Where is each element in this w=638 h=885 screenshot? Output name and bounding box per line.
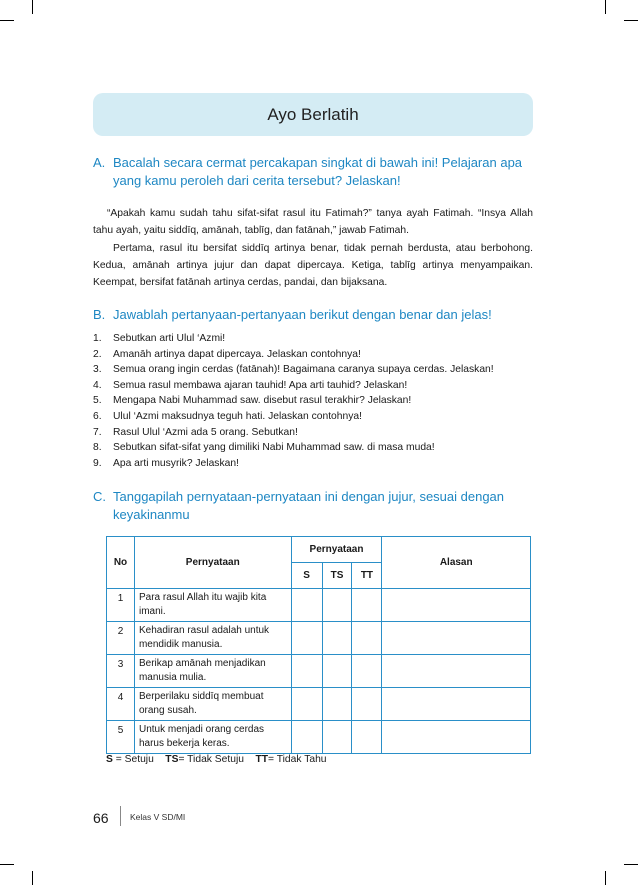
list-item: [93, 347, 533, 363]
column-header-no: No: [107, 537, 135, 589]
column-header-statement: Pernyataan: [134, 537, 291, 589]
question-number: 7.: [93, 426, 102, 438]
legend-ts-key: TS: [165, 754, 179, 765]
passage-paragraph-2: Pertama, rasul itu bersifat siddīq artinya benar, tidak pernah berdusta, atau berbohong. Kedua, amānah artinya jujur dan dapat dipercaya. Ketiga, tablīg artinya menyampaikan. Keempat, bersifat fatānah artinya cerdas, pandai, dan bijaksana.: [93, 242, 533, 289]
cell-tt[interactable]: [352, 688, 382, 721]
question-text: Sebutkan arti Ulul ‘Azmi!: [113, 333, 226, 344]
list-item: [93, 425, 533, 441]
cell-s[interactable]: [291, 721, 322, 754]
column-header-s: S: [291, 563, 322, 589]
list-item: [93, 378, 533, 394]
section-banner: [93, 93, 533, 136]
crop-mark: [0, 864, 14, 865]
cell-s[interactable]: [291, 688, 322, 721]
table-row: [107, 688, 531, 721]
response-table: [106, 536, 531, 754]
cell-ts[interactable]: [322, 721, 352, 754]
section-b-letter: B.: [93, 307, 106, 322]
question-number: 8.: [93, 442, 102, 454]
table-row: [107, 721, 531, 754]
cell-tt[interactable]: [352, 655, 382, 688]
question-number: 9.: [93, 457, 102, 469]
question-text: Sebutkan sifat-sifat yang dimiliki Nabi Muhammad saw. di masa muda!: [113, 442, 435, 454]
section-c-letter: C.: [93, 489, 106, 504]
row-number: 1: [107, 589, 135, 622]
question-number: 5.: [93, 395, 102, 407]
question-text: Apa arti musyrik? Jelaskan!: [113, 457, 239, 469]
list-item: [93, 409, 533, 425]
section-a-text: Bacalah secara cermat percakapan singkat di bawah ini! Pelajaran apa yang kamu peroleh dari cerita tersebut? Jelaskan!: [113, 155, 523, 188]
question-number: 2.: [93, 348, 102, 360]
section-a-heading: [93, 154, 533, 190]
crop-mark: [32, 0, 33, 14]
row-statement: Berikap amānah menjadikan manusia mulia.: [134, 655, 291, 688]
footer-divider: [120, 806, 121, 826]
row-number: 2: [107, 622, 135, 655]
section-b-text: Jawablah pertanyaan-pertanyaan berikut dengan benar dan jelas!: [113, 307, 492, 322]
section-b-heading: [93, 306, 533, 324]
banner-title: Ayo Berlatih: [267, 104, 359, 124]
table-row: [107, 622, 531, 655]
cell-s[interactable]: [291, 622, 322, 655]
table-row: [107, 589, 531, 622]
crop-mark: [605, 871, 606, 885]
cell-ts[interactable]: [322, 688, 352, 721]
list-item: [93, 440, 533, 456]
question-text: Amanāh artinya dapat dipercaya. Jelaskan contohnya!: [113, 348, 361, 360]
legend-s-value: = Setuju: [115, 754, 154, 765]
question-number: 3.: [93, 364, 102, 376]
list-item: [93, 362, 533, 378]
question-text: Rasul Ulul ‘Azmi ada 5 orang. Sebutkan!: [113, 426, 298, 438]
question-list: [93, 331, 533, 471]
cell-reason[interactable]: [382, 655, 531, 688]
legend-tt-key: TT: [255, 754, 269, 765]
row-statement: Untuk menjadi orang cerdas harus bekerja keras.: [134, 721, 291, 754]
legend-tt-value: = Tidak Tahu: [268, 754, 327, 765]
section-c-text: Tanggapilah pernyataan-pernyataan ini dengan jujur, sesuai dengan keyakinanmu: [113, 489, 505, 522]
table-row: [107, 655, 531, 688]
section-a-letter: A.: [93, 155, 106, 170]
question-number: 4.: [93, 379, 102, 391]
cell-ts[interactable]: [322, 655, 352, 688]
cell-tt[interactable]: [352, 721, 382, 754]
row-statement: Kehadiran rasul adalah untuk mendidik manusia.: [134, 622, 291, 655]
crop-mark: [0, 20, 14, 21]
row-number: 4: [107, 688, 135, 721]
question-text: Semua rasul membawa ajaran tauhid! Apa arti tauhid? Jelaskan!: [113, 379, 408, 391]
passage-paragraph-1: “Apakah kamu sudah tahu sifat-sifat rasul itu Fatimah?” tanya ayah Fatimah. “Insya Allah tahu ayah, yaitu siddīq, amānah, tablīg, dan fatānah,” jawab Fatimah.: [93, 208, 533, 237]
row-number: 3: [107, 655, 135, 688]
legend-ts-value: = Tidak Setuju: [178, 754, 244, 765]
column-header-reason: Alasan: [382, 537, 531, 589]
question-number: 1.: [93, 333, 102, 344]
crop-mark: [32, 871, 33, 885]
question-number: 6.: [93, 410, 102, 422]
cell-reason[interactable]: [382, 688, 531, 721]
cell-tt[interactable]: [352, 589, 382, 622]
crop-mark: [605, 0, 606, 14]
cell-ts[interactable]: [322, 622, 352, 655]
section-c-heading: [93, 488, 533, 524]
row-number: 5: [107, 721, 135, 754]
cell-s[interactable]: [291, 655, 322, 688]
row-statement: Para rasul Allah itu wajib kita imani.: [134, 589, 291, 622]
column-header-tt: TT: [352, 563, 382, 589]
row-statement: Berperilaku siddīq membuat orang susah.: [134, 688, 291, 721]
question-text: Mengapa Nabi Muhammad saw. disebut rasul terakhir? Jelaskan!: [113, 395, 412, 407]
list-item: [93, 393, 533, 409]
section-a-passage: [93, 205, 533, 291]
cell-reason[interactable]: [382, 622, 531, 655]
cell-tt[interactable]: [352, 622, 382, 655]
column-header-response-group: Pernyataan: [291, 537, 382, 563]
question-text: Ulul ‘Azmi maksudnya teguh hati. Jelaskan contohnya!: [113, 410, 362, 422]
crop-mark: [624, 864, 638, 865]
cell-reason[interactable]: [382, 589, 531, 622]
footer-text: Kelas V SD/MI: [130, 812, 186, 822]
page-number: 66: [93, 810, 109, 826]
table-legend: [106, 754, 327, 765]
crop-mark: [624, 20, 638, 21]
legend-s-key: S: [106, 754, 113, 765]
cell-ts[interactable]: [322, 589, 352, 622]
question-text: Semua orang ingin cerdas (fatānah)! Bagaimana caranya supaya cerdas. Jelaskan!: [113, 364, 494, 376]
cell-reason[interactable]: [382, 721, 531, 754]
list-item: [93, 331, 533, 347]
column-header-ts: TS: [322, 563, 352, 589]
list-item: [93, 456, 533, 472]
cell-s[interactable]: [291, 589, 322, 622]
